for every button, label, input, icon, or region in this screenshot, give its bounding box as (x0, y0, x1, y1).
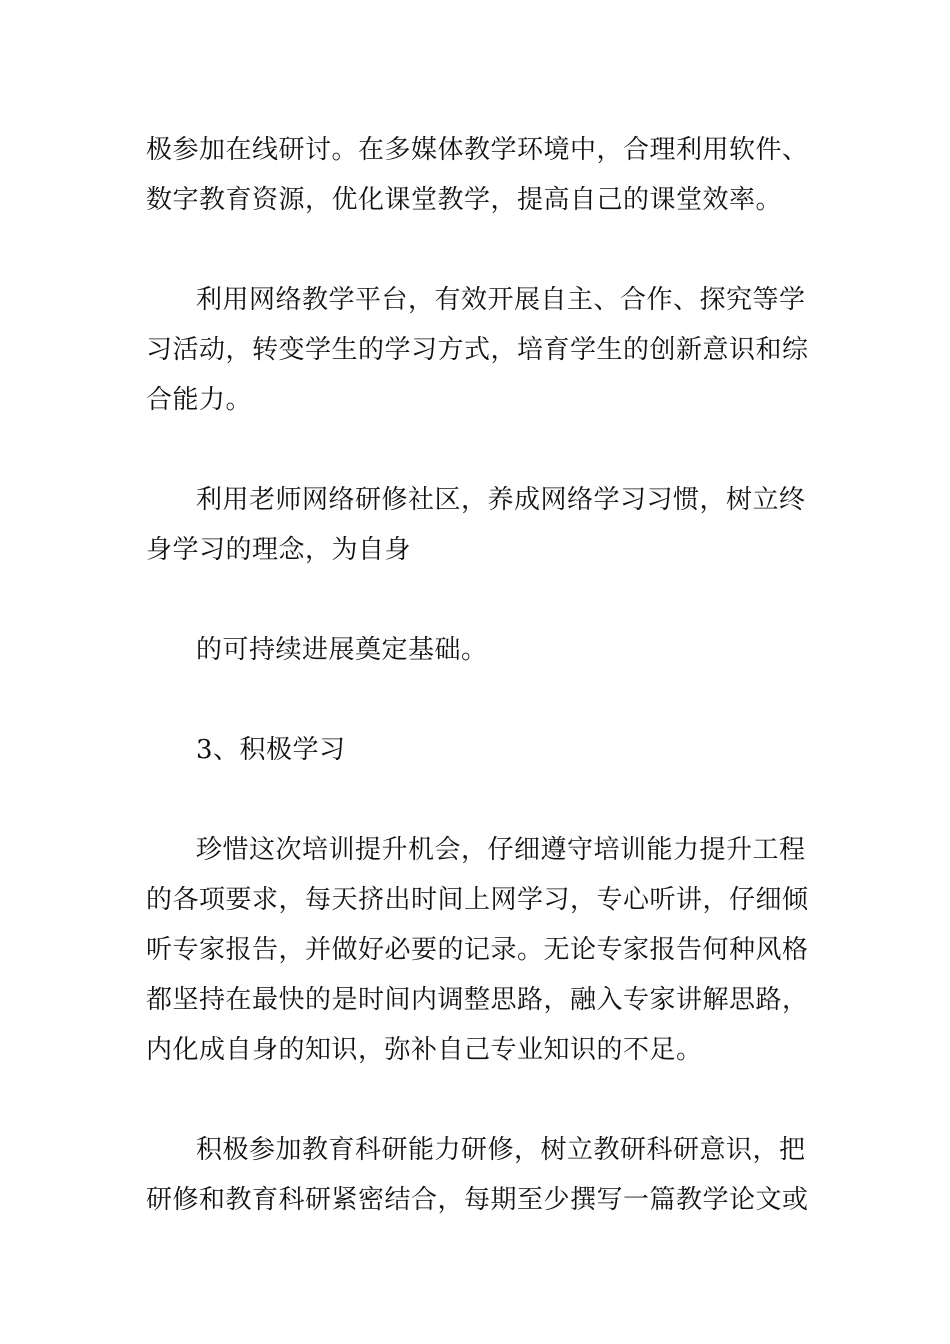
paragraph-line: 珍惜这次培训提升机会，仔细遵守培训能力提升工程 (196, 835, 806, 865)
paragraph-line: 听专家报告，并做好必要的记录。无论专家报告何种风格 (146, 935, 809, 965)
paragraph-line: 极参加在线研讨。在多媒体教学环境中，合理利用软件、 (146, 135, 809, 165)
paragraph-line: 研修和教育科研紧密结合，每期至少撰写一篇教学论文或 (146, 1185, 809, 1215)
paragraph-line: 合能力。 (146, 385, 253, 415)
paragraph-line: 利用老师网络研修社区，养成网络学习习惯，树立终 (196, 485, 806, 515)
paragraph-line: 都坚持在最快的是时间内调整思路，融入专家讲解思路， (146, 985, 809, 1015)
paragraph-line: 数字教育资源，优化课堂教学，提高自己的课堂效率。 (146, 185, 783, 215)
paragraph-line: 积极参加教育科研能力研修，树立教研科研意识，把 (196, 1135, 806, 1165)
section-heading: 3、积极学习 (196, 735, 346, 765)
paragraph-line: 的各项要求，每天挤出时间上网学习，专心听讲，仔细倾 (146, 885, 809, 915)
paragraph-line: 的可持续进展奠定基础。 (196, 635, 488, 665)
paragraph-line: 内化成自身的知识，弥补自己专业知识的不足。 (146, 1035, 703, 1065)
paragraph-line: 利用网络教学平台，有效开展自主、合作、探究等学 (196, 285, 806, 315)
paragraph-line: 身学习的理念，为自身 (146, 535, 412, 565)
paragraph-line: 习活动，转变学生的学习方式，培育学生的创新意识和综 (146, 335, 809, 365)
